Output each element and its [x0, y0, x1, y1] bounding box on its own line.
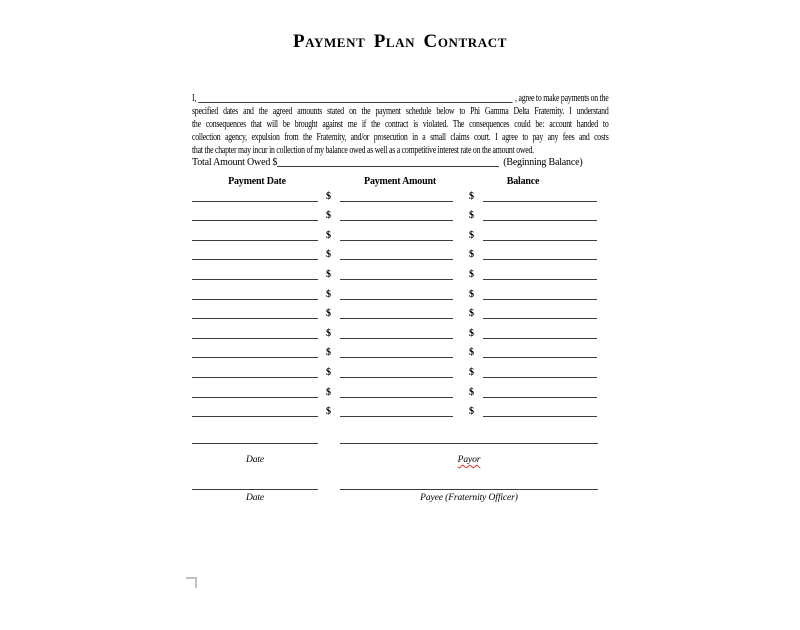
dollar-sign: $	[326, 327, 331, 339]
header-payment-amount: Payment Amount	[364, 176, 436, 187]
payee-signature-line[interactable]	[340, 489, 598, 490]
date-signature-line-1[interactable]	[192, 443, 318, 444]
dollar-sign: $	[326, 366, 331, 378]
intro-line-3: the consequences that will be brought against me if the contract is violated. The consequences could be: account handed to	[192, 119, 609, 130]
dollar-sign: $	[469, 288, 474, 300]
dollar-sign: $	[469, 268, 474, 280]
payor-signature-line[interactable]	[340, 443, 598, 444]
total-amount-blank[interactable]	[277, 156, 499, 167]
dollar-sign: $	[469, 347, 474, 359]
dollar-sign: $	[326, 249, 331, 261]
payment-rows	[192, 182, 608, 417]
dollar-sign: $	[469, 386, 474, 398]
total-owed-label: Total Amount Owed $	[192, 157, 278, 168]
dollar-sign: $	[469, 190, 474, 202]
payment-amount-blank[interactable]	[340, 416, 453, 417]
payment-row	[192, 202, 608, 222]
dollar-sign: $	[326, 190, 331, 202]
dollar-sign: $	[469, 249, 474, 261]
dollar-sign: $	[326, 347, 331, 359]
date-label-2: Date	[245, 493, 265, 503]
header-balance: Balance	[506, 176, 540, 187]
payor-label	[340, 455, 598, 465]
intro-line-5: that the chapter may incur in collection of my balance owed as well as a competitive interest rate on the amount owed.	[192, 145, 534, 156]
dollar-sign: $	[469, 308, 474, 320]
payment-row	[192, 319, 608, 339]
payment-row	[192, 241, 608, 261]
intro-line-1	[192, 92, 609, 105]
dollar-sign: $	[469, 210, 474, 222]
intro-line-2: specified dates and the agreed amounts stated on the payment schedule below to Phi Gamma Delta Fraternity. I understand	[192, 106, 609, 117]
intro-paragraph	[192, 92, 609, 157]
payment-row	[192, 339, 608, 359]
dollar-sign: $	[326, 288, 331, 300]
balance-blank[interactable]	[483, 416, 597, 417]
payment-row	[192, 398, 608, 418]
payor-label-text: Payor	[457, 455, 481, 465]
text-boundary-corner-mark	[186, 577, 197, 588]
payment-row	[192, 221, 608, 241]
dollar-sign: $	[469, 366, 474, 378]
document-title: Payment Plan Contract	[292, 31, 508, 52]
intro-prefix: I,	[192, 93, 197, 104]
payment-row	[192, 182, 608, 202]
date-label-1: Date	[245, 455, 265, 465]
dollar-sign: $	[326, 229, 331, 241]
dollar-sign: $	[326, 386, 331, 398]
dollar-sign: $	[469, 229, 474, 241]
name-blank[interactable]	[198, 92, 512, 103]
payee-label: Payee (Fraternity Officer)	[420, 493, 518, 503]
total-owed-row	[192, 156, 608, 169]
date-signature-line-2[interactable]	[192, 489, 318, 490]
dollar-sign: $	[469, 406, 474, 418]
payment-row	[192, 358, 608, 378]
payment-row	[192, 378, 608, 398]
header-payment-date: Payment Date	[228, 176, 286, 187]
payment-row	[192, 260, 608, 280]
dollar-sign: $	[326, 308, 331, 320]
dollar-sign: $	[326, 268, 331, 280]
payment-row	[192, 300, 608, 320]
payment-row	[192, 280, 608, 300]
intro-line-4: collection agency, expulsion from the Fraternity, and/or prosecution in a small claims court. I agree to pay any fees and costs	[192, 132, 609, 143]
beginning-balance-label: (Beginning Balance)	[503, 157, 583, 168]
dollar-sign: $	[469, 327, 474, 339]
intro-after-blank: , agree to make payments on the	[515, 93, 609, 104]
dollar-sign: $	[326, 210, 331, 222]
dollar-sign: $	[326, 406, 331, 418]
payment-date-blank[interactable]	[192, 416, 318, 417]
